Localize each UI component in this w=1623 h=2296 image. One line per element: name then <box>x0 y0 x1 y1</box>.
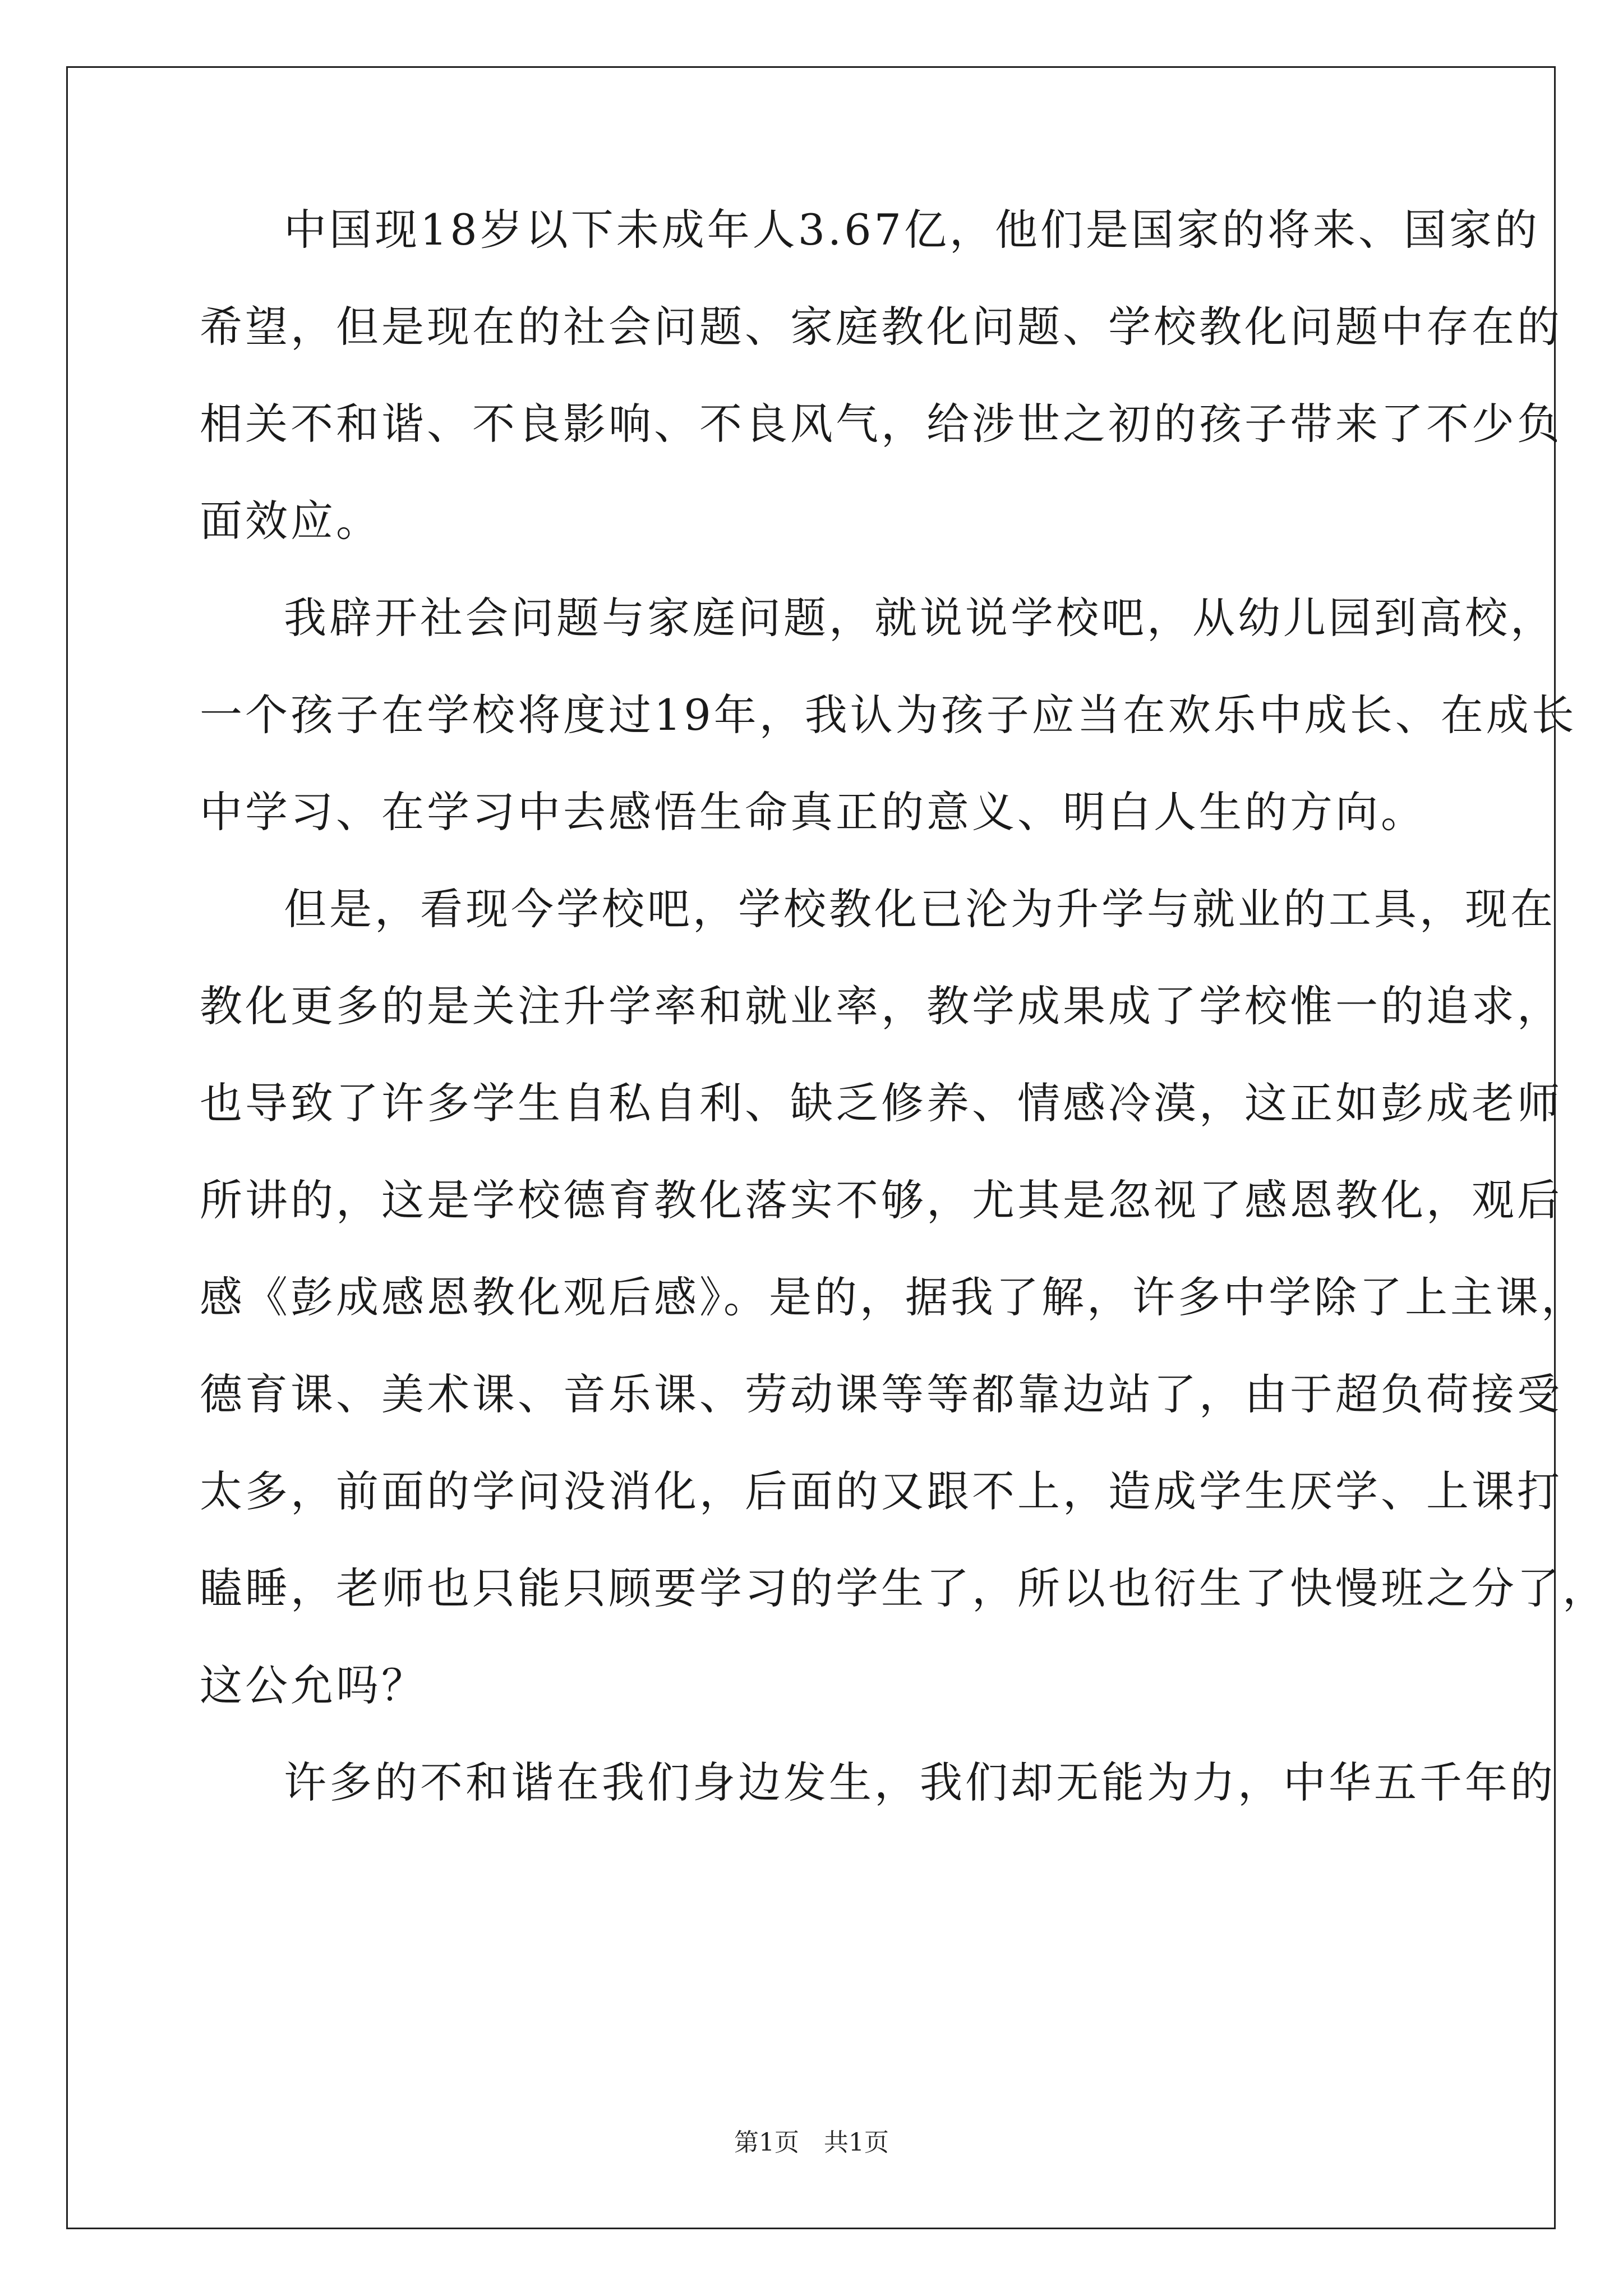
text-line: 中学习、在学习中去感悟生命真正的意义、明白人生的方向。 <box>200 787 1426 837</box>
text-line: 也导致了许多学生自私自利、缺乏修养、情感冷漠，这正如彭成老师 <box>200 1078 1562 1128</box>
text-line: 但是，看现今学校吧，学校教化已沦为升学与就业的工具，现在 <box>284 884 1556 934</box>
text-line: 希望，但是现在的社会问题、家庭教化问题、学校教化问题中存在的 <box>200 302 1562 352</box>
text-line: 我辟开社会问题与家庭问题，就说说学校吧，从幼儿园到高校， <box>284 593 1556 643</box>
text-line: 瞌睡，老师也只能只顾要学习的学生了，所以也衍生了快慢班之分了， <box>200 1563 1608 1613</box>
text-line: 太多，前面的学问没消化，后面的又跟不上，造成学生厌学、上课打 <box>200 1466 1562 1516</box>
page-frame <box>66 66 1556 2229</box>
text-line: 许多的不和谐在我们身边发生，我们却无能为力，中华五千年的 <box>284 1757 1556 1807</box>
text-line: 感《彭成感恩教化观后感》。是的，据我了解，许多中学除了上主课， <box>200 1272 1587 1322</box>
text-line: 所讲的，这是学校德育教化落实不够，尤其是忽视了感恩教化，观后 <box>200 1175 1562 1225</box>
text-line: 相关不和谐、不良影响、不良风气，给涉世之初的孩子带来了不少负 <box>200 399 1562 449</box>
text-line: 教化更多的是关注升学率和就业率，教学成果成了学校惟一的追求， <box>200 981 1562 1031</box>
text-line: 这公允吗？ <box>200 1660 427 1710</box>
text-line: 面效应。 <box>200 496 381 546</box>
page-number: 第1页 共1页 <box>734 2128 889 2157</box>
text-line: 一个孩子在学校将度过19年，我认为孩子应当在欢乐中成长、在成长 <box>200 690 1577 740</box>
text-line: 中国现18岁以下未成年人3.67亿，他们是国家的将来、国家的 <box>284 205 1540 255</box>
text-line: 德育课、美术课、音乐课、劳动课等等都靠边站了，由于超负荷接受 <box>200 1369 1562 1419</box>
